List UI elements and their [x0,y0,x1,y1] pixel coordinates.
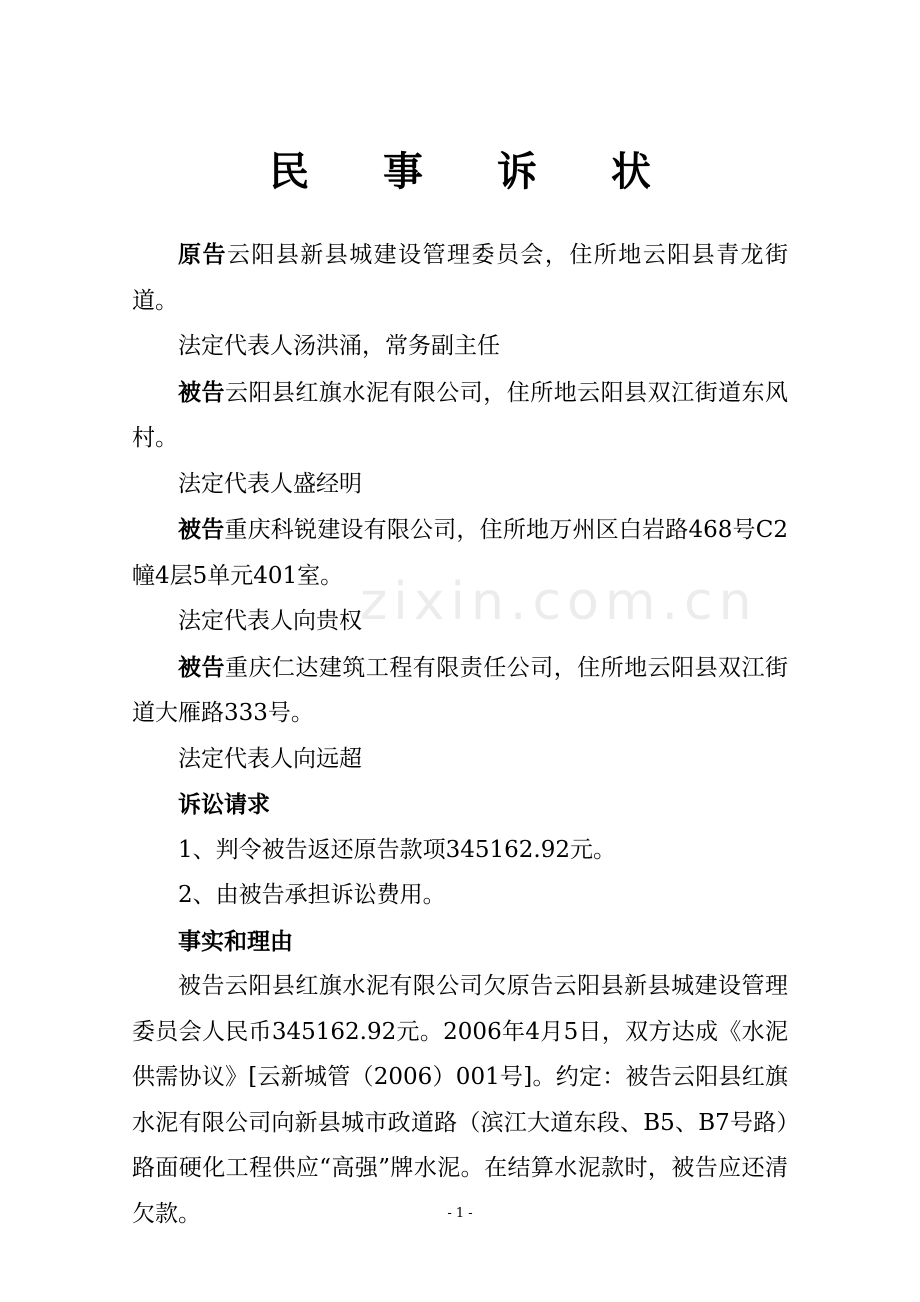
paragraph-text: 法定代表人盛经明 [178,470,362,497]
document-body [132,232,788,1237]
plaintiff-paragraph [132,232,788,324]
paragraph-label: 被告 [178,516,225,543]
defendant-1-representative [132,462,788,508]
facts-heading [132,919,788,965]
page-number: - 1 - [447,1206,473,1221]
paragraph-text: 2、由被告承担诉讼费用。 [178,882,446,908]
defendant-2-representative [132,599,788,645]
section-heading: 诉讼请求 [178,791,270,818]
defendant-3-paragraph [132,645,788,737]
paragraph-text: 重庆科锐建设有限公司，住所地万州区白岩路468号C2幢4层5单元401室。 [132,517,788,589]
paragraph-label: 被告 [178,653,225,681]
paragraph-text: 法定代表人汤洪涌，常务副主任 [178,333,500,359]
claim-item-1 [132,828,788,874]
paragraph-label: 原告 [178,241,227,268]
paragraph-text: 法定代表人向远超 [178,745,362,772]
section-heading: 事实和理由 [178,927,293,955]
plaintiff-representative [132,324,788,370]
facts-paragraph [132,964,788,1237]
defendant-3-representative [132,737,788,783]
watermark: zixin.com.cn [360,572,758,632]
paragraph-text: 重庆仁达建筑工程有限责任公司，住所地云阳县双江街道大雁路333号。 [132,654,789,726]
defendant-2-paragraph [132,507,788,599]
paragraph-text: 法定代表人向贵权 [178,608,362,634]
claims-heading [132,782,788,828]
defendant-1-paragraph [132,370,788,462]
paragraph-text: 云阳县红旗水泥有限公司，住所地云阳县双江街道东风村。 [132,379,789,451]
paragraph-label: 被告 [178,378,225,406]
paragraph-text: 云阳县新县城建设管理委员会，住所地云阳县青龙街道。 [132,242,789,314]
paragraph-text: 被告云阳县红旗水泥有限公司欠原告云阳县新县城建设管理委员会人民币345162.92元。2006年4月5日，双方达成《水泥供需协议》[云新城管（2006）001号]。约定：被告云阳县红旗水泥有限公司向新县城市政道路（滨江大道东段、B5、B7号路）路面硬化工程供应“高强”牌水泥。在结算水泥款时，被告应还清欠款。 [132,973,788,1227]
document-title: 民 事 诉 状 [269,148,681,195]
claim-item-2 [132,873,788,919]
paragraph-text: 1、判令被告返还原告款项345162.92元。 [178,836,617,863]
